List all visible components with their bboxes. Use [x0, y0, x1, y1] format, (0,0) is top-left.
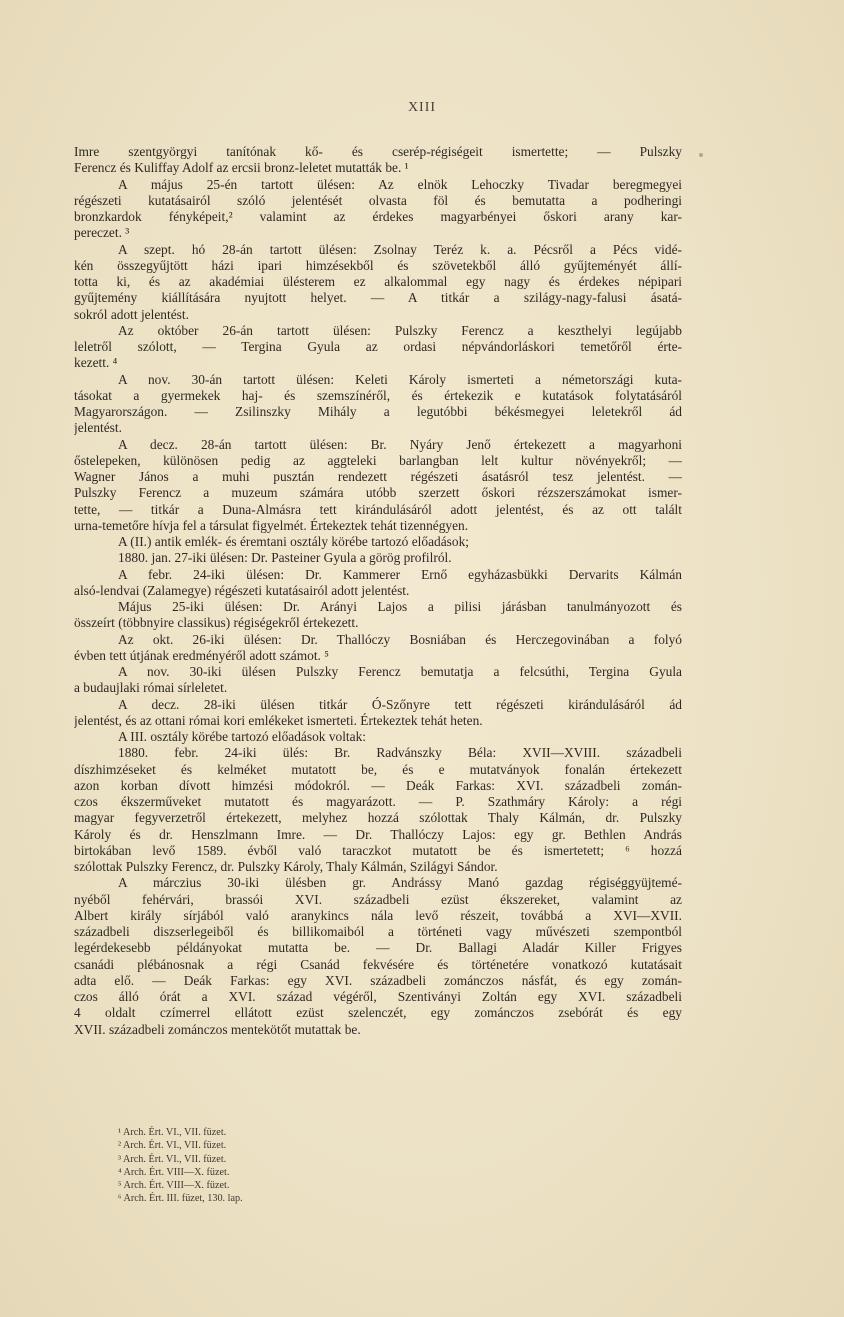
- footnote: ⁴ Arch. Ért. VIII—X. füzet.: [118, 1166, 230, 1178]
- footnote: ⁶ Arch. Ért. III. füzet, 130. lap.: [118, 1193, 243, 1205]
- text-line: XVII. századbeli zománczos mentekötőt mutattak be.: [74, 1021, 361, 1037]
- text-line: A nov. 30-iki ülésen Pulszky Ferencz bemutatja a felcsúthi, Tergina Gyula: [118, 664, 682, 679]
- text-line: czos álló órát a XVI. század végéről, Szentiványi Zoltán egy XVI. századbeli: [74, 989, 682, 1004]
- text-line: adta elő. — Deák Farkas: egy XVI. századbeli zománczos násfát, és egy zomán-: [74, 972, 682, 988]
- text-line: jelentést.: [74, 420, 122, 436]
- text-line: Az október 26-án tartott ülésen: Pulszky Ferencz a keszthelyi legújabb: [118, 322, 682, 338]
- text-line: 4 oldalt czímerrel ellátott ezüst szelenczét, egy zománczos zsebórát és egy: [74, 1005, 682, 1021]
- text-line: leletről szólott, — Tergina Gyula az ordasi népvándorláskori temetőről érte-: [74, 339, 682, 354]
- text-line: birtokában levő 1589. évből való taraczkot mutatott be és ismertetett; ⁶ hozzá: [74, 842, 682, 858]
- text-line: A decz. 28-iki ülésen titkár Ó-Szőnyre tett régészeti kirándulásáról ád: [118, 696, 682, 712]
- text-line: A febr. 24-iki ülésen: Dr. Kammerer Ernő egyházasbükki Dervarits Kálmán: [118, 566, 682, 582]
- text-line: gyűjtemény kiállítására nyujtott helyet. — A titkár a szilágy-nagy-falusi ásatá-: [74, 290, 682, 306]
- text-line: A május 25-én tartott ülésen: Az elnök Lehoczky Tivadar beregmegyei: [118, 176, 682, 192]
- text-line: kezett. ⁴: [74, 355, 118, 371]
- text-line: urna-temetőre hívja fel a társulat figyelmét. Értekeztek tehát tizennégyen.: [74, 517, 469, 533]
- text-line: szólottak Pulszky Ferencz, dr. Pulszky Károly, Thaly Kálmán, Szilágyi Sándor.: [74, 859, 498, 874]
- footnote: ⁵ Arch. Ért. VIII—X. füzet.: [118, 1180, 230, 1192]
- text-line: Ferencz és Kuliffay Adolf az ercsii bronz-leletet mutatták be. ¹: [74, 160, 409, 176]
- text-line: századbeli diszserlegeiből és billikomaiból a történeti vagy művészeti szempontból: [74, 924, 682, 939]
- text-line: összeírt (többnyire classikus) régiségekről értekezett.: [74, 615, 359, 631]
- text-line: Május 25-iki ülésen: Dr. Arányi Lajos a pilisi járásban tanulmányozott és: [118, 599, 682, 614]
- margin-dot: [699, 153, 703, 157]
- text-line: 1880. jan. 27-iki ülésen: Dr. Pasteiner Gyula a görög profilról.: [118, 550, 452, 566]
- text-line: A decz. 28-án tartott ülésen: Br. Nyáry Jenő értekezett a magyarhoni: [118, 436, 682, 452]
- text-line: díszhimzéseket és kelméket mutatott be, és e mutatványok fonalán értekezett: [74, 761, 682, 777]
- text-line: nyéből fehérvári, brassói XVI. századbeli ezüst ékszereket, valamint az: [74, 891, 682, 907]
- text-line: évben tett útjának eredményéről adott számot. ⁵: [74, 647, 329, 663]
- text-line: pereczet. ³: [74, 225, 130, 241]
- text-line: legérdekesebb példányokat mutatta be. — Dr. Ballagi Aladár Killer Frigyes: [74, 940, 682, 956]
- text-line: Az okt. 26-iki ülésen: Dr. Thallóczy Bosniában és Herczegovinában a folyó: [118, 631, 682, 647]
- footnote: ¹ Arch. Ért. VI., VII. füzet.: [118, 1127, 227, 1138]
- text-line: azon korban dívott himzési módokról. — Deák Farkas: XVI. századbeli zomán-: [74, 777, 682, 793]
- text-line: 1880. febr. 24-iki ülés: Br. Radvánszky Béla: XVII—XVIII. századbeli: [118, 745, 682, 761]
- text-line: A nov. 30-án tartott ülésen: Keleti Károly ismerteti a németországi kuta-: [118, 371, 682, 387]
- footnote: ³ Arch. Ért. VI., VII. füzet.: [118, 1153, 227, 1165]
- text-line: alsó-lendvai (Zalamegye) régészeti kutatásairól adott jelentést.: [74, 582, 410, 598]
- text-line: tette, — titkár a Duna-Almásra tett kirándulásáról adott jelentést, és az ott talált: [74, 501, 682, 517]
- text-line: csanádi plébánosnak a régi Csanád fekvésére és történetére vonatkozó kutatásait: [74, 956, 682, 972]
- text-line: Károly és dr. Henszlmann Imre. — Dr. Thallóczy Lajos: egy gr. Bethlen András: [74, 826, 682, 842]
- text-line: A szept. hó 28-án tartott ülésen: Zsolnay Teréz k. a. Pécsről a Pécs vidé-: [118, 241, 682, 257]
- text-line: Pulszky Ferencz a muzeum számára utóbb szerzett őskori rézszerszámokat ismer-: [74, 485, 682, 501]
- text-line: Wagner János a muhi pusztán rendezett régészeti ásatásról tesz jelentést. —: [74, 469, 682, 484]
- text-line: totta ki, és az akadémiai ülésterem ez alkalommal egy nagy és érdekes népipari: [74, 274, 682, 289]
- text-line: Magyarországon. — Zsilinszky Mihály a legutóbbi békésmegyei leletekről ád: [74, 404, 682, 419]
- text-line: A III. osztály körébe tartozó előadások voltak:: [118, 729, 367, 744]
- page-number: XIII: [407, 100, 437, 115]
- footnotes: [118, 1126, 418, 1206]
- text-line: Albert király sírjából való aranykincs nála levő részeit, továbbá a XVI—XVII.: [74, 907, 682, 923]
- text-line: régészeti kutatásairól szóló jelentését olvasta föl és bemutatta a podheringi: [74, 192, 682, 208]
- text-line: czos ékszerműveket mutatott és magyarázott. — P. Szathmáry Károly: a régi: [74, 794, 682, 809]
- text-line: sokról adott jelentést.: [74, 306, 189, 322]
- text-line: a budaujlaki római sírleletet.: [74, 680, 228, 696]
- text-line: jelentést, és az ottani római kori emlékeket ismerteti. Értekeztek tehát heten.: [74, 712, 483, 728]
- footnote: ² Arch. Ért. VI., VII. füzet.: [118, 1140, 227, 1152]
- text-line: kén összegyűjtött házi ipari himzésekből és szövetekből álló gyűjteményét állí-: [74, 257, 682, 273]
- text-line: A (II.) antik emlék- és éremtani osztály körébe tartozó előadások;: [118, 534, 469, 549]
- body-text: [74, 144, 682, 1038]
- text-line: A márczius 30-iki ülésben gr. Andrássy Manó gazdag régiséggyüjtemé-: [118, 875, 682, 891]
- text-line: bronzkardok fényképeit,² valamint az érdekes magyarbényei őskori arany kar-: [74, 209, 682, 224]
- text-line: tásokat a gyermekek haj- és szemszínéről, és értekezik e kutatások folytatásáról: [74, 387, 682, 403]
- text-line: magyar fegyverzetről értekezett, melyhez hozzá szólottak Thaly Kálmán, dr. Pulszky: [74, 810, 682, 826]
- text-line: őstelepeken, különösen pedig az aggteleki barlangban lelt kultur növényekről; —: [74, 452, 682, 468]
- text-line: Imre szentgyörgyi tanítónak kő- és cserép-régiségeit ismertette; — Pulszky: [74, 144, 682, 159]
